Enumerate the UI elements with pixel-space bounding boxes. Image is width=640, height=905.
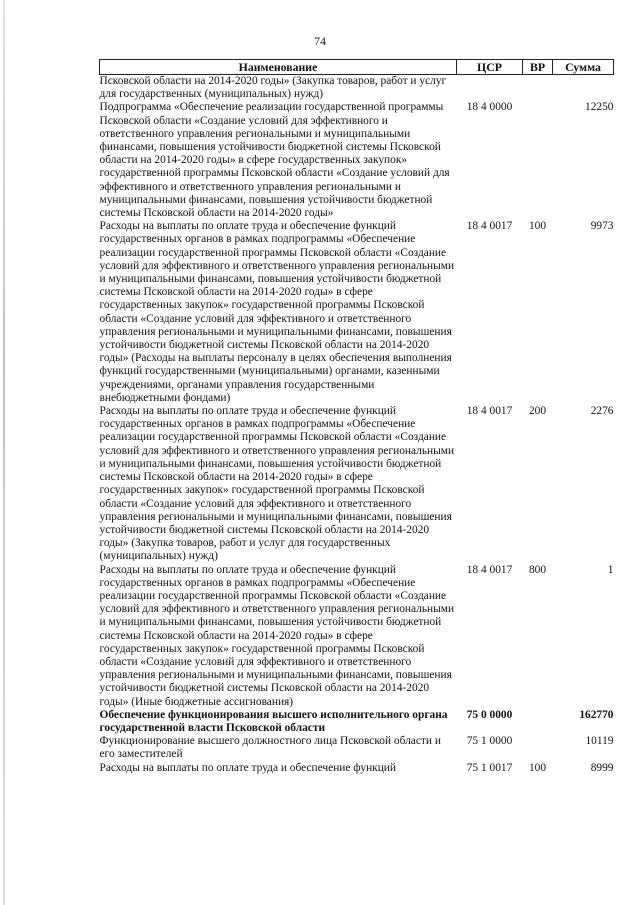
table-row: [100, 709, 614, 735]
table-body: [100, 75, 614, 775]
budget-table: [99, 59, 614, 775]
table-row: [100, 220, 614, 405]
row-name: Расходы на выплаты по оплате труда и обеспечение функций государственных органов в рамках подпрограммы «Обеспечение реализации государственной программы Псковской области «Создание условий для эффективного и ответственного управления региональными и муниципальными финансами, повышения устойчивости бюджетной системы Псковской области на 2014-2020 годы» в сфере государственных закупок» государственной программы Псковской области «Создание условий для эффективного и ответственного управления региональными и муниципальными финансами, повышения устойчивости бюджетной системы Псковской области на 2014-2020 годы» (Закупка товаров, работ и услуг для государственных (муниципальных) нужд): [99, 405, 455, 563]
page-number: 74: [314, 34, 326, 48]
header-csr: ЦСР: [457, 60, 523, 75]
scan-edge-mark: [3, 0, 5, 905]
row-name: Расходы на выплаты по оплате труда и обеспечение функций государственных органов в рамках подпрограммы «Обеспечение реализации государственной программы Псковской области «Создание условий для эффективного и ответственного управления региональными и муниципальными финансами, повышения устойчивости бюджетной системы Псковской области на 2014-2020 годы» в сфере государственных закупок» государственной программы Псковской области «Создание условий для эффективного и ответственного управления региональными и муниципальными финансами, повышения устойчивости бюджетной системы Псковской области на 2014-2020 годы» (Иные бюджетные ассигнования): [99, 563, 455, 708]
row-sum: 2276: [590, 405, 614, 418]
row-csr: 18 4 0017: [466, 563, 513, 576]
row-sum: 9973: [590, 220, 614, 233]
row-vr: [523, 709, 553, 735]
row-vr: [523, 101, 553, 220]
table-row: [100, 101, 614, 220]
row-vr: 100: [528, 220, 547, 233]
table-header: [100, 60, 614, 75]
row-csr: 75 1 0000: [466, 735, 513, 748]
header-sum: Сумма: [553, 60, 614, 75]
row-name: Обеспечение функционирования высшего исполнительного органа государственной власти Псковской области: [99, 708, 448, 734]
row-sum: [553, 75, 614, 102]
table-row: [100, 735, 614, 761]
row-sum: 12250: [585, 101, 614, 114]
row-name: Функционирование высшего должностного лица Псковской области и его заместителей: [99, 735, 441, 761]
row-csr: 75 0 0000: [466, 708, 513, 721]
header-name: Наименование: [100, 60, 457, 75]
table-row: [100, 405, 614, 563]
row-vr: 100: [528, 761, 547, 774]
row-name: Подпрограмма «Обеспечение реализации государственной программы Псковской области «Создание условий для эффективного и ответственного управления региональными и муниципальными финансами, повышения устойчивости бюджетной системы Псковской области на 2014-2020 годы» в сфере государственных закупок» государственной программы Псковской области «Создание условий для эффективного и ответственного управления региональными и муниципальными финансами, повышения устойчивости бюджетной системы Псковской области на 2014-2020 годы»: [99, 101, 450, 220]
header-vr: ВР: [523, 60, 553, 75]
row-name: Расходы на выплаты по оплате труда и обеспечение функций государственных органов в рамках подпрограммы «Обеспечение реализации государственной программы Псковской области «Создание условий для эффективного и ответственного управления региональными и муниципальными финансами, повышения устойчивости бюджетной системы Псковской области на 2014-2020 годы» в сфере государственных закупок» государственной программы Псковской области «Создание условий для эффективного и ответственного управления региональными и муниципальными финансами, повышения устойчивости бюджетной системы Псковской области на 2014-2020 годы» (Расходы на выплаты персоналу в целях обеспечения выполнения функций государственными (муниципальными) органами, казенными учреждениями, органами управления государственными внебюджетными фондами): [99, 220, 455, 404]
row-vr: [523, 735, 553, 761]
row-sum: 162770: [579, 708, 614, 721]
row-csr: 18 4 0017: [466, 220, 513, 233]
row-csr: [457, 75, 523, 102]
row-sum: 10119: [585, 735, 614, 748]
row-csr: 75 1 0017: [466, 761, 513, 774]
row-name: Расходы на выплаты по оплате труда и обеспечение функций: [99, 761, 396, 774]
row-sum: 1: [607, 563, 614, 576]
row-name: Псковской области на 2014-2020 годы» (Закупка товаров, работ и услуг для государственных (муниципальных) нужд): [99, 75, 447, 101]
row-csr: 18 4 0017: [466, 405, 513, 418]
row-vr: 800: [528, 563, 547, 576]
row-vr: [523, 75, 553, 102]
table-row: [100, 75, 614, 102]
header-row: [100, 60, 614, 75]
table-row: [100, 564, 614, 709]
row-csr: 18 4 0000: [466, 101, 513, 114]
row-vr: 200: [528, 405, 547, 418]
table-row: [100, 762, 614, 775]
row-sum: 8999: [590, 761, 614, 774]
